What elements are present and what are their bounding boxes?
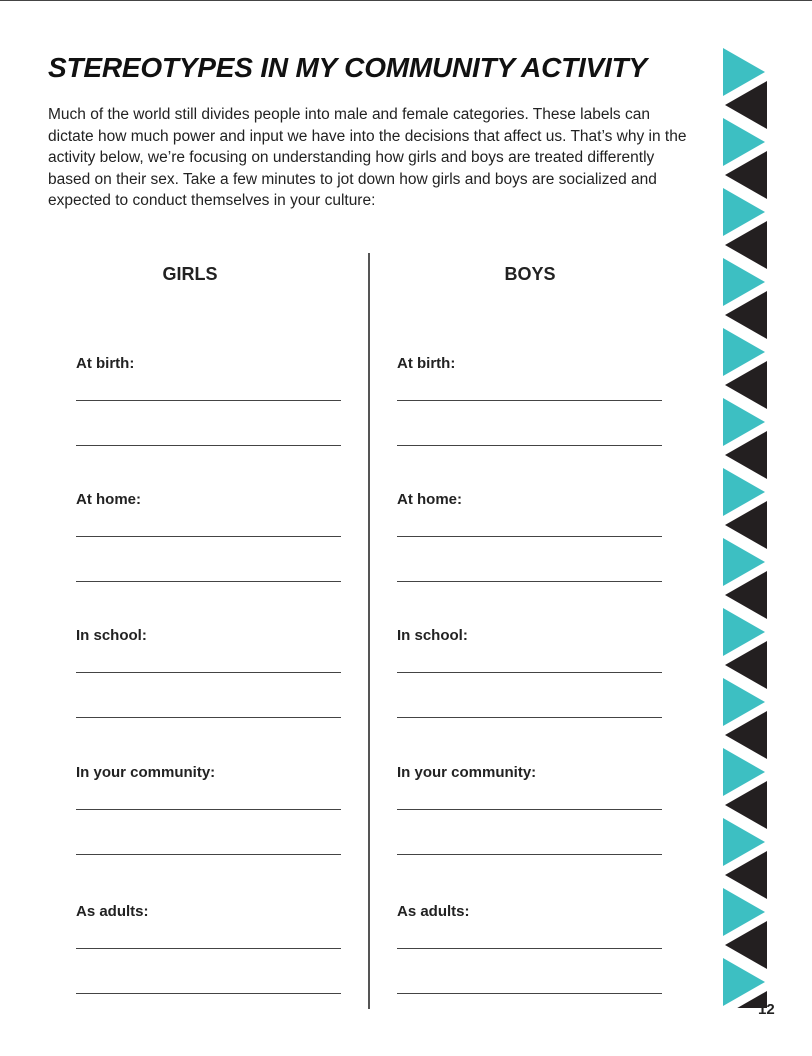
- girls-answer-line[interactable]: [76, 993, 341, 994]
- girls-answer-line[interactable]: [76, 717, 341, 718]
- boys-prompt-label: At home:: [397, 491, 462, 508]
- boys-answer-line[interactable]: [397, 993, 662, 994]
- girls-prompt-label: In your community:: [76, 764, 216, 781]
- page-title: STEREOTYPES IN MY COMMUNITY ACTIVITY: [48, 52, 648, 83]
- boys-answer-line[interactable]: [397, 581, 662, 582]
- girls-answer-line[interactable]: [76, 854, 341, 855]
- girls-prompt-label: At home:: [76, 491, 141, 508]
- girls-answer-line[interactable]: [76, 948, 341, 949]
- boys-answer-line[interactable]: [397, 717, 662, 718]
- boys-answer-line[interactable]: [397, 948, 662, 949]
- girls-answer-line[interactable]: [76, 581, 341, 582]
- boys-prompt-label: As adults:: [397, 903, 470, 920]
- girls-answer-line[interactable]: [76, 400, 341, 401]
- girls-answer-line[interactable]: [76, 809, 341, 810]
- boys-answer-line[interactable]: [397, 536, 662, 537]
- girls-answer-line[interactable]: [76, 536, 341, 537]
- girls-column-heading: GIRLS: [162, 264, 218, 284]
- triangle-border-decoration: [720, 48, 770, 1008]
- girls-prompt-label: As adults:: [76, 903, 149, 920]
- boys-answer-line[interactable]: [397, 400, 662, 401]
- page-number: 12: [758, 1001, 775, 1018]
- top-rule: [0, 0, 812, 1]
- girls-answer-line[interactable]: [76, 445, 341, 446]
- boys-answer-line[interactable]: [397, 809, 662, 810]
- boys-prompt-label: In your community:: [397, 764, 537, 781]
- girls-answer-line[interactable]: [76, 672, 341, 673]
- column-divider: [368, 253, 370, 1009]
- boys-prompt-label: In school:: [397, 627, 468, 644]
- girls-prompt-label: In school:: [76, 627, 147, 644]
- intro-paragraph: Much of the world still divides people into male and female categories. These labels can dictate how much power and input we have into the decisions that affect us. That’s why in the activity below, we’re focusing on understanding how girls and boys are treated differently based on their sex. Take a few minutes to jot down how girls and boys are socialized and expected to conduct themselves in your culture:: [48, 106, 687, 209]
- boys-answer-line[interactable]: [397, 445, 662, 446]
- boys-prompt-label: At birth:: [397, 355, 456, 372]
- girls-prompt-label: At birth:: [76, 355, 135, 372]
- boys-answer-line[interactable]: [397, 854, 662, 855]
- boys-answer-line[interactable]: [397, 672, 662, 673]
- boys-column-heading: BOYS: [504, 264, 556, 284]
